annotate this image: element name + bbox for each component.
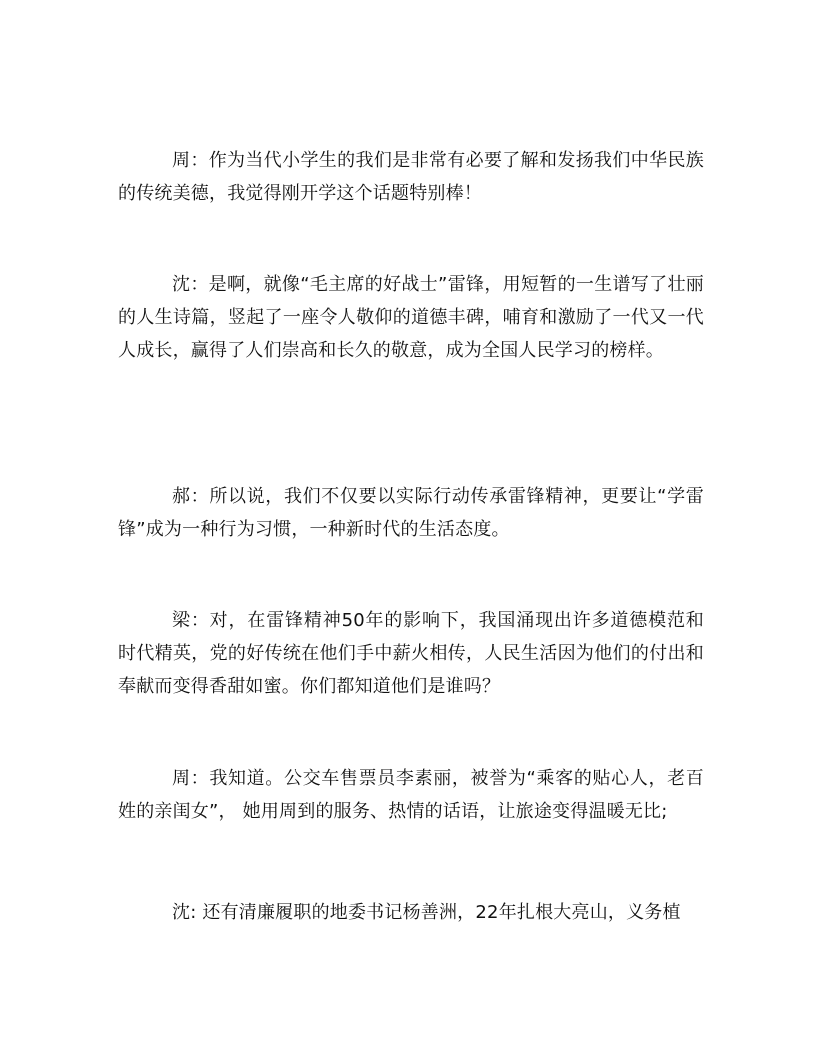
paragraph-zhou-2: 周：我知道。公交车售票员李素丽，被誉为“乘客的贴心人，老百姓的亲闺女”， 她用周到的服务、热情的话语，让旅途变得温暖无比;: [118, 768, 704, 822]
paragraph-zhou-1: 周：作为当代小学生的我们是非常有必要了解和发扬我们中华民族的传统美德，我觉得刚开学这个话题特别棒！: [118, 150, 704, 204]
paragraph-liang-1: 梁：对，在雷锋精神50年的影响下，我国涌现出许多道德模范和时代精英，党的好传统在他们手中薪火相传，人民生活因为他们的付出和奉献而变得香甜如蜜。你们都知道他们是谁吗？: [118, 610, 704, 697]
paragraph-shen-1: 沈：是啊，就像“毛主席的好战士”雷锋，用短暂的一生谱写了壮丽的人生诗篇，竖起了一座令人敬仰的道德丰碑，哺育和激励了一代又一代人成长，赢得了人们崇高和长久的敬意，成为全国人民学习的榜样。: [118, 274, 704, 361]
paragraph-hao-1: 郝：所以说，我们不仅要以实际行动传承雷锋精神，更要让“学雷锋”成为一种行为习惯，一种新时代的生活态度。: [118, 486, 704, 540]
paragraph-shen-2: 沈: 还有清廉履职的地委书记杨善洲，22年扎根大亮山，义务植: [172, 902, 681, 923]
